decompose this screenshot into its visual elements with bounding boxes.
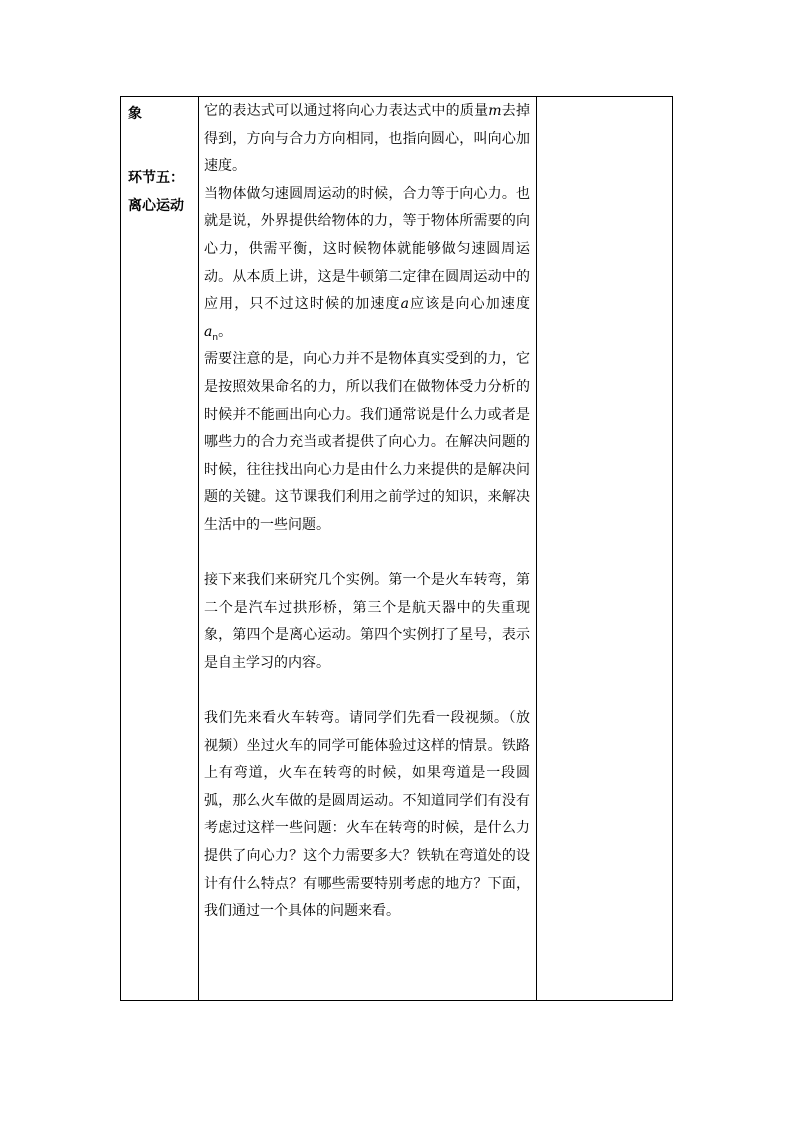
acceleration-symbol: a [400, 296, 409, 313]
paragraph-text: 。 [218, 323, 233, 340]
paragraph-text: 去掉得到，方向与合力方向相同，也指向圆心，叫向心加速度。 [204, 103, 531, 175]
paragraph-examples-intro: 接下来我们来研究几个实例。第一个是火车转弯，第二个是汽车过拱形桥，第三个是航天器中的失重现象，第四个是离心运动。第四个实例打了星号，表示是自主学习的内容。 [204, 572, 530, 671]
paragraph-text: 当物体做匀速圆周运动的时候，合力等于向心力。也就是说，外界提供给物体的力，等于物体所需要的向心力，供需平衡，这时候物体就能够做匀速圆周运动。从本质上讲，这是牛顿第二定律在圆周运动中的应用，只不过这时候的加速度 [204, 185, 530, 313]
paragraph-train-turning: 我们先来看火车转弯。请同学们先看一段视频。（放视频）坐过火车的同学可能体验过这样的情景。铁路上有弯道，火车在转弯的时候，如果弯道是一段圆弧，那么火车做的是圆周运动。不知道同学们有没有考虑过这样一些问题：火车在转弯的时候，是什么力提供了向心力？这个力需要多大？铁轨在弯道处的设计有什么特点？有哪些需要特别考虑的地方？下面，我们通过一个具体的问题来看。 [204, 710, 530, 920]
stage-label-continuation: 象 [128, 106, 142, 122]
paragraph-centripetal-acceleration [204, 98, 530, 181]
paragraph-text: 它的表达式可以通过将向心力表达式中的质量 [204, 103, 489, 119]
stage-label-centrifugal-motion: 离心运动 [128, 198, 184, 214]
column-divider-2 [536, 97, 537, 1000]
column-divider-1 [198, 97, 199, 1000]
lesson-content-column [204, 98, 530, 926]
paragraph-uniform-circular-motion [204, 181, 530, 347]
paragraph-centripetal-force-note: 需要注意的是，向心力并不是物体真实受到的力，它是按照效果命名的力，所以我们在做物体受力分析的时候并不能画出向心力。我们通常说是什么力或者是哪些力的合力充当或者提供了向心力。在解决问题的时候，往往找出向心力是由什么力来提供的是解决问题的关键。这节课我们利用之前学过的知识，来解决生活中的一些问题。 [204, 351, 530, 533]
centripetal-acceleration-symbol: a [204, 323, 213, 340]
blank-line [204, 540, 530, 568]
blank-line [204, 677, 530, 705]
mass-symbol: m [488, 103, 502, 119]
subscript-n: n [212, 332, 219, 343]
stage-label-section-five: 环节五： [128, 170, 184, 186]
paragraph-text: 应该是向心加速度 [409, 296, 531, 313]
